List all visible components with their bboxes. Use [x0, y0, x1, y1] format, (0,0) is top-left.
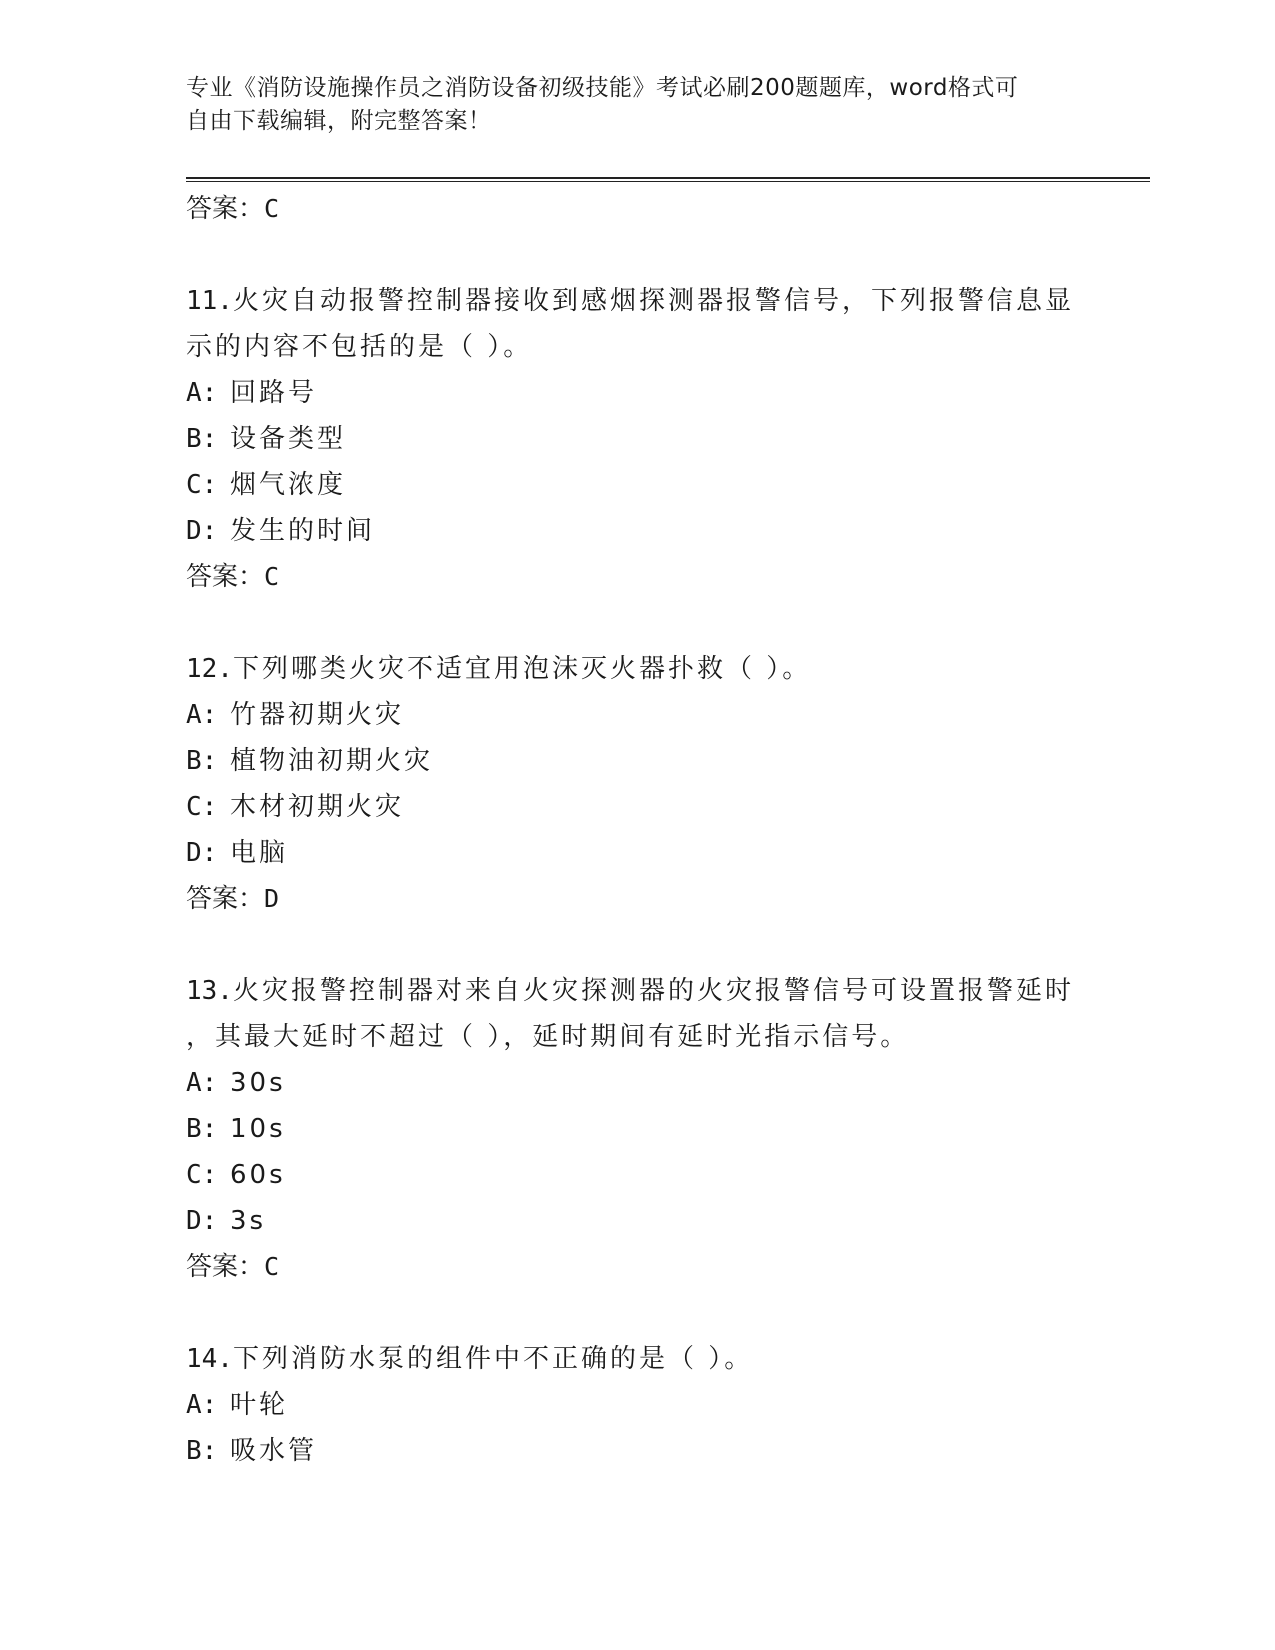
option-text: 植物油初期火灾 [230, 746, 434, 776]
option-a [186, 370, 1086, 416]
option-text: 60s [230, 1160, 286, 1190]
question-14 [186, 1336, 1086, 1474]
option-b [186, 1428, 1086, 1474]
option-text: 竹器初期火灾 [230, 700, 405, 730]
option-d [186, 830, 1086, 876]
option-key: A: [186, 1390, 218, 1420]
question-12 [186, 646, 1086, 922]
option-a [186, 1060, 1086, 1106]
question-answer [186, 1244, 1086, 1290]
question-number: 12. [186, 654, 233, 684]
option-a [186, 692, 1086, 738]
stem-line-1: 下列消防水泵的组件中不正确的是（ ）。 [232, 1344, 754, 1374]
answer-value: C [264, 194, 280, 223]
question-stem [186, 278, 1086, 324]
answer-label: 答案： [186, 194, 265, 224]
option-text: 回路号 [230, 378, 318, 408]
option-key: A: [186, 1068, 218, 1098]
question-stem [186, 646, 1086, 692]
question-list [186, 186, 1086, 1474]
option-key: B: [186, 1114, 218, 1144]
question-number: 13. [186, 976, 233, 1006]
answer-label: 答案： [186, 884, 265, 914]
option-key: C: [186, 792, 218, 822]
question-stem [186, 1336, 1086, 1382]
stem-line-1: 火灾报警控制器对来自火灾探测器的火灾报警信号可设置报警延时 [232, 976, 1074, 1006]
option-b [186, 738, 1086, 784]
option-text: 吸水管 [230, 1436, 318, 1466]
answer-value: C [264, 562, 280, 591]
option-key: C: [186, 470, 218, 500]
option-c [186, 1152, 1086, 1198]
option-text: 设备类型 [230, 424, 347, 454]
option-text: 10s [230, 1114, 286, 1144]
question-answer [186, 876, 1086, 922]
option-text: 木材初期火灾 [230, 792, 405, 822]
option-c [186, 462, 1086, 508]
option-d [186, 1198, 1086, 1244]
option-text: 3s [230, 1206, 267, 1236]
option-key: B: [186, 424, 218, 454]
option-b [186, 1106, 1086, 1152]
option-b [186, 416, 1086, 462]
option-key: B: [186, 746, 218, 776]
question-number: 11. [186, 286, 233, 316]
option-key: A: [186, 378, 218, 408]
header-line-2: 自由下载编辑，附完整答案！ [186, 108, 492, 134]
stem-line-1: 下列哪类火灾不适宜用泡沫灭火器扑救（ ）。 [232, 654, 812, 684]
option-key: A: [186, 700, 218, 730]
option-key: D: [186, 1206, 218, 1236]
option-a [186, 1382, 1086, 1428]
question-13 [186, 968, 1086, 1290]
option-key: C: [186, 1160, 218, 1190]
option-key: D: [186, 838, 218, 868]
option-key: D: [186, 516, 218, 546]
option-key: B: [186, 1436, 218, 1466]
option-c [186, 784, 1086, 830]
answer-label: 答案： [186, 1252, 265, 1282]
option-d [186, 508, 1086, 554]
answer-value: D [264, 884, 280, 913]
option-text: 30s [230, 1068, 286, 1098]
document-header [186, 72, 1066, 138]
option-text: 电脑 [230, 838, 289, 868]
previous-answer [186, 186, 1086, 232]
stem-line-1: 火灾自动报警控制器接收到感烟探测器报警信号，下列报警信息显 [232, 286, 1074, 316]
question-11 [186, 278, 1086, 600]
stem-line-2: 示的内容不包括的是（ ）。 [186, 332, 533, 362]
stem-line-2: ，其最大延时不超过（ ），延时期间有延时光指示信号。 [186, 1022, 910, 1052]
header-line-1: 专业《消防设施操作员之消防设备初级技能》考试必刷200题题库，word格式可 [186, 75, 1019, 101]
question-number: 14. [186, 1344, 233, 1374]
question-answer [186, 554, 1086, 600]
option-text: 烟气浓度 [230, 470, 347, 500]
question-stem [186, 968, 1086, 1014]
option-text: 叶轮 [230, 1390, 289, 1420]
header-divider [186, 177, 1150, 182]
answer-label: 答案： [186, 562, 265, 592]
answer-value: C [264, 1252, 280, 1281]
option-text: 发生的时间 [230, 516, 376, 546]
